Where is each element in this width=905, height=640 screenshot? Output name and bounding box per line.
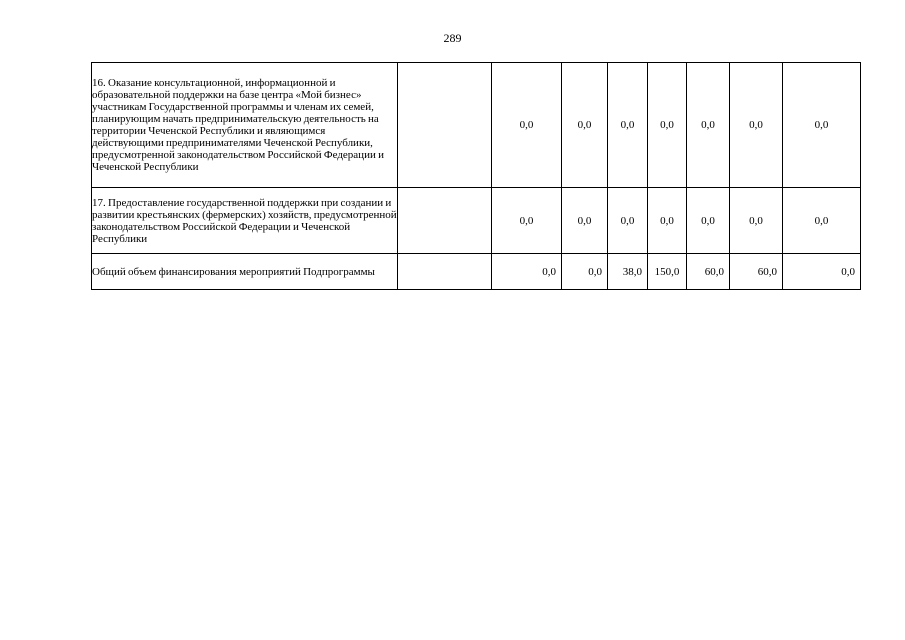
row-description: Общий объем финансирования мероприятий Подпрограммы bbox=[92, 254, 398, 290]
row-description: 16. Оказание консультационной, информационной и образовательной поддержки на базе центра «Мой бизнес» участникам Государственной программы и членам их семей, планирующим начать предпринимательскую деятельность на территории Чеченской Республики и являющимся действующими предпринимателями Чеченской Республики, предусмотренной законодательством Российской Федерации и Чеченской Республики bbox=[92, 63, 398, 188]
page-number: 289 bbox=[443, 31, 462, 45]
value-cell: 0,0 bbox=[783, 254, 861, 290]
funding-table bbox=[91, 62, 861, 290]
value-cell: 0,0 bbox=[562, 63, 608, 188]
value-cell: 38,0 bbox=[608, 254, 648, 290]
row-description: 17. Предоставление государственной поддержки при создании и развитии крестьянских (фермерских) хозяйств, предусмотренной законодательством Российской Федерации и Чеченской Республики bbox=[92, 188, 398, 254]
value-cell: 0,0 bbox=[783, 63, 861, 188]
value-cell: 0,0 bbox=[492, 63, 562, 188]
row-blank-cell bbox=[398, 254, 492, 290]
value-cell: 150,0 bbox=[648, 254, 687, 290]
value-cell: 0,0 bbox=[730, 63, 783, 188]
value-cell: 0,0 bbox=[783, 188, 861, 254]
value-cell: 0,0 bbox=[492, 188, 562, 254]
row-blank-cell bbox=[398, 188, 492, 254]
row-blank-cell bbox=[398, 63, 492, 188]
value-cell: 0,0 bbox=[648, 188, 687, 254]
value-cell: 0,0 bbox=[730, 188, 783, 254]
table-row-total bbox=[92, 254, 861, 290]
value-cell: 0,0 bbox=[687, 63, 730, 188]
table-row bbox=[92, 188, 861, 254]
value-cell: 0,0 bbox=[562, 254, 608, 290]
value-cell: 0,0 bbox=[608, 188, 648, 254]
value-cell: 0,0 bbox=[648, 63, 687, 188]
value-cell: 0,0 bbox=[687, 188, 730, 254]
value-cell: 60,0 bbox=[687, 254, 730, 290]
value-cell: 0,0 bbox=[492, 254, 562, 290]
value-cell: 60,0 bbox=[730, 254, 783, 290]
value-cell: 0,0 bbox=[562, 188, 608, 254]
value-cell: 0,0 bbox=[608, 63, 648, 188]
table-row bbox=[92, 63, 861, 188]
